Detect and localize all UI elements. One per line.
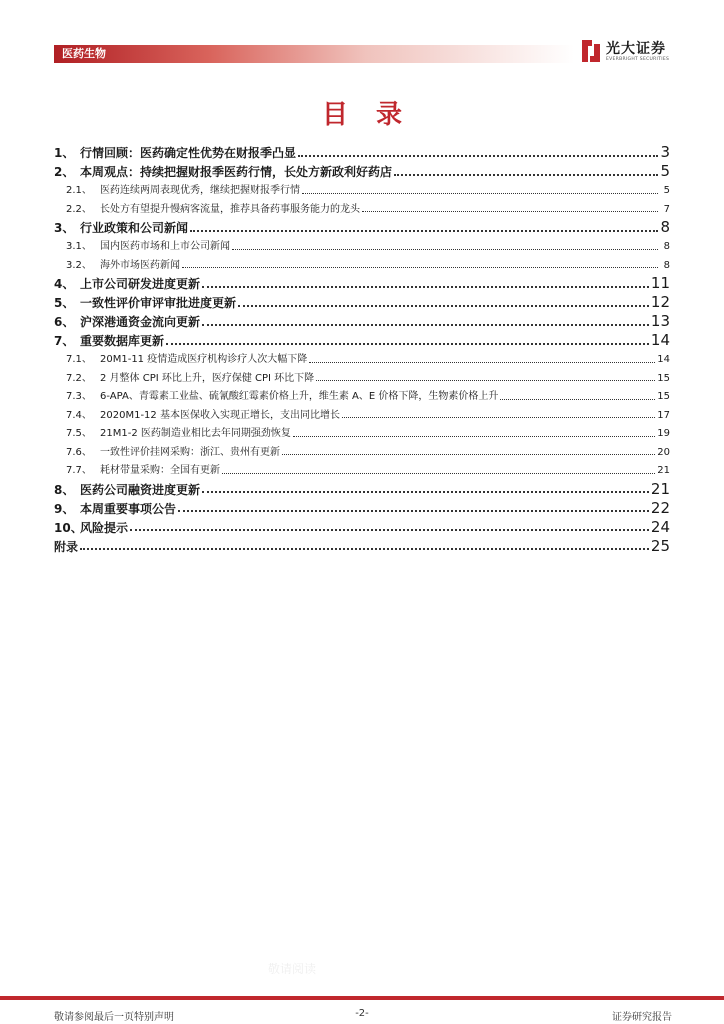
- toc-entry[interactable]: [54, 143, 670, 162]
- footer-disclaimer: 敬请参阅最后一页特别声明: [54, 1012, 174, 1023]
- toc-leader-dots: [232, 249, 658, 250]
- toc-leader-dots: [309, 362, 655, 363]
- toc-leader-dots: [302, 193, 658, 194]
- toc-leader-dots: [80, 548, 649, 550]
- toc-entry-title: 一致性评价挂网采购：浙江、贵州有更新: [100, 446, 280, 458]
- toc-entry-page: 24: [650, 517, 670, 536]
- toc-entry-title: 附录: [54, 539, 79, 554]
- page-title: 目录: [321, 100, 430, 130]
- toc-entry[interactable]: [54, 200, 670, 219]
- toc-entry-number: 3、: [54, 221, 75, 235]
- toc-entry-title: 长处方有望提升慢病客流量，推荐具备药事服务能力的龙头: [100, 203, 360, 215]
- toc-entry-number: 7.7、: [66, 465, 92, 476]
- toc-entry[interactable]: [54, 312, 670, 331]
- toc-entry[interactable]: [54, 424, 670, 443]
- toc-entry-title: 行业政策和公司新闻: [80, 221, 189, 235]
- toc-entry-title: 2 月整体 CPI 环比上升，医疗保健 CPI 环比下降: [100, 372, 315, 384]
- toc-entry-title: 本周重要事项公告: [80, 501, 177, 516]
- toc-entry-number: 4、: [54, 277, 75, 291]
- toc-entry-page: 20: [657, 446, 670, 458]
- toc-entry-number: 7.6、: [66, 446, 92, 458]
- toc-entry[interactable]: [54, 350, 670, 369]
- toc-entry-title: 21M1-2 医药制造业相比去年同期强劲恢复: [100, 428, 291, 439]
- toc-entry[interactable]: [54, 443, 670, 462]
- toc-entry-title: 一致性评价审评审批进度更新: [80, 296, 237, 310]
- toc-entry-page: 8: [660, 218, 670, 236]
- toc-entry-number: 7、: [54, 334, 75, 348]
- toc-leader-dots: [222, 473, 655, 474]
- toc-leader-dots: [202, 324, 649, 326]
- brand-subtitle: EVERBRIGHT SECURITIES: [606, 57, 670, 62]
- toc-entry-title: 医药公司融资进度更新: [80, 482, 201, 497]
- toc-entry[interactable]: [54, 499, 670, 518]
- toc-entry[interactable]: [54, 387, 670, 406]
- toc-entry-page: 19: [657, 428, 670, 439]
- toc-entry-title: 本周观点：持续把握财报季医药行情，长处方新政利好药店: [80, 165, 393, 179]
- toc-entry-title: 行情回顾：医药确定性优势在财报季凸显: [80, 146, 297, 160]
- toc-leader-dots: [500, 399, 655, 400]
- footer-report-type: 证券研究报告: [612, 1012, 672, 1023]
- brand-mark-icon: [580, 38, 602, 64]
- toc-entry[interactable]: [54, 518, 670, 537]
- toc-entry[interactable]: [54, 256, 670, 275]
- toc-entry-page: 5: [660, 162, 670, 180]
- toc-entry-number: 1、: [54, 146, 75, 160]
- toc-leader-dots: [166, 343, 649, 345]
- toc-entry[interactable]: [54, 461, 670, 480]
- toc-entry-title: 上市公司研发进度更新: [80, 277, 201, 291]
- toc-leader-dots: [362, 211, 658, 212]
- toc-entry[interactable]: [54, 331, 670, 350]
- toc-entry-page: 21: [650, 479, 670, 498]
- toc-entry-number: 3.2、: [66, 259, 92, 271]
- toc-entry-title: 风险提示: [80, 520, 129, 535]
- toc-leader-dots: [182, 267, 658, 268]
- toc-entry[interactable]: [54, 406, 670, 425]
- toc-entry-number: 8、: [54, 482, 75, 497]
- toc-entry-number: 9、: [54, 501, 75, 516]
- toc-entry-number: 7.3、: [66, 391, 92, 402]
- toc-leader-dots: [178, 510, 649, 512]
- toc-entry[interactable]: [54, 480, 670, 499]
- toc-leader-dots: [202, 286, 649, 288]
- toc-leader-dots: [238, 305, 649, 307]
- table-of-contents: [54, 143, 670, 556]
- toc-leader-dots: [130, 529, 649, 531]
- toc-entry-page: 13: [650, 312, 670, 330]
- toc-entry-page: 22: [650, 498, 670, 517]
- watermark: 敬请阅读: [268, 962, 317, 976]
- toc-entry[interactable]: [54, 162, 670, 181]
- toc-entry-page: 3: [660, 143, 670, 161]
- toc-leader-dots: [190, 230, 658, 232]
- toc-entry-page: 14: [657, 354, 670, 365]
- toc-entry-page: 17: [657, 409, 670, 421]
- toc-entry-number: 7.1、: [66, 354, 92, 365]
- toc-entry-title: 国内医药市场和上市公司新闻: [100, 241, 230, 252]
- toc-leader-dots: [293, 436, 655, 437]
- header-band: [54, 45, 574, 63]
- toc-entry-number: 2.2、: [66, 203, 92, 215]
- page-number: -2-: [355, 1008, 369, 1019]
- toc-entry-title: 医药连续两周表现优秀，继续把握财报季行情: [100, 185, 300, 196]
- toc-entry-number: 2.1、: [66, 185, 92, 196]
- toc-leader-dots: [298, 155, 658, 157]
- toc-leader-dots: [202, 491, 649, 493]
- brand-logo: [580, 38, 680, 66]
- toc-leader-dots: [394, 174, 658, 176]
- toc-entry-page: 11: [650, 274, 670, 292]
- toc-entry-number: 10、: [54, 520, 83, 535]
- toc-entry-number: 7.4、: [66, 409, 92, 421]
- toc-entry[interactable]: [54, 537, 670, 556]
- toc-entry-page: 7: [663, 203, 670, 215]
- toc-entry-number: 2、: [54, 165, 75, 179]
- toc-entry[interactable]: [54, 181, 670, 200]
- toc-entry-page: 15: [657, 391, 670, 402]
- toc-entry[interactable]: [54, 218, 670, 237]
- toc-entry[interactable]: [54, 369, 670, 388]
- toc-entry-page: 8: [663, 241, 670, 252]
- toc-entry-title: 耗材带量采购：全国有更新: [100, 465, 220, 476]
- toc-entry-title: 20M1-11 疫情造成医疗机构诊疗人次大幅下降: [100, 354, 308, 365]
- brand-name: 光大证券: [606, 41, 666, 57]
- toc-entry-page: 15: [657, 372, 670, 384]
- toc-entry-title: 沪深港通资金流向更新: [80, 315, 201, 329]
- toc-entry-title: 2020M1-12 基本医保收入实现正增长，支出同比增长: [100, 409, 340, 421]
- toc-entry-title: 6-APA、青霉素工业盐、硫氰酸红霉素价格上升，维生素 A、E 价格下降，生物素价格上升: [100, 391, 499, 402]
- toc-entry[interactable]: [54, 293, 670, 312]
- toc-leader-dots: [282, 454, 655, 455]
- toc-leader-dots: [316, 380, 655, 381]
- toc-entry-number: 7.2、: [66, 372, 92, 384]
- toc-entry-title: 海外市场医药新闻: [100, 259, 180, 271]
- footer-divider: [0, 996, 724, 1000]
- toc-entry-page: 12: [650, 293, 670, 311]
- toc-entry-page: 21: [657, 465, 670, 476]
- toc-entry-page: 25: [650, 536, 670, 555]
- toc-entry-title: 重要数据库更新: [80, 334, 165, 348]
- toc-entry[interactable]: [54, 274, 670, 293]
- section-tag: 医药生物: [62, 47, 106, 60]
- toc-entry-page: 8: [663, 259, 670, 271]
- toc-entry-number: 5、: [54, 296, 75, 310]
- toc-leader-dots: [342, 417, 655, 418]
- toc-entry-number: 7.5、: [66, 428, 92, 439]
- toc-entry[interactable]: [54, 237, 670, 256]
- toc-entry-number: 3.1、: [66, 241, 92, 252]
- toc-entry-page: 14: [650, 331, 670, 349]
- toc-entry-number: 6、: [54, 315, 75, 329]
- toc-entry-page: 5: [663, 185, 670, 196]
